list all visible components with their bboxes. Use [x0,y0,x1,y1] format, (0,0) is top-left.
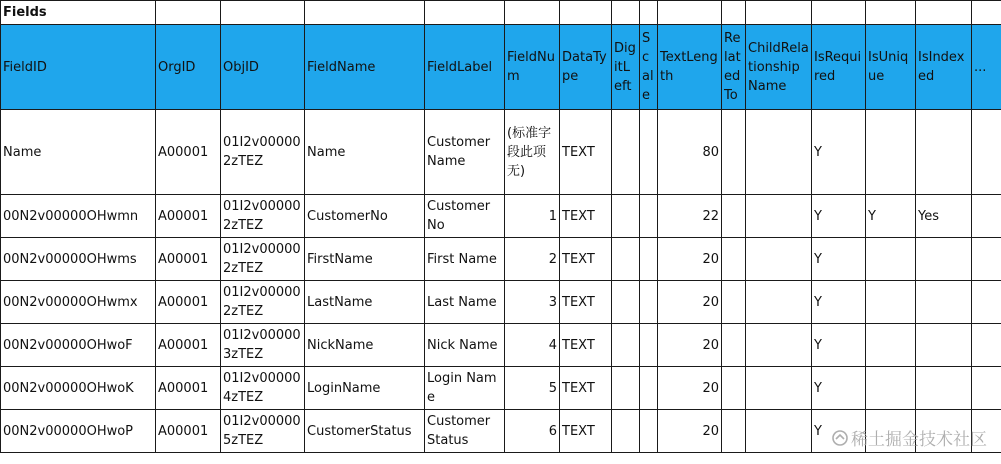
watermark [832,425,987,450]
cell-fieldname: CustomerStatus [305,410,425,453]
cell-isunique: Y [866,195,916,238]
cell-digitleft [612,238,640,281]
cell-orgid: A00001 [156,281,221,324]
table-row [1,110,1001,195]
cell-fieldnum: 4 [505,324,560,367]
empty-cell [560,1,612,25]
header-textlength: TextLength [658,25,722,110]
cell-fieldid: 00N2v00000OHwoF [1,324,156,367]
cell-more [972,367,1001,410]
cell-fieldnum: 6 [505,410,560,453]
cell-isrequired: Y [812,281,866,324]
empty-cell [658,1,722,25]
cell-digitleft [612,195,640,238]
cell-isindexed [916,110,972,195]
cell-fieldnum: 1 [505,195,560,238]
empty-cell [425,1,505,25]
cell-more [972,195,1001,238]
cell-orgid: A00001 [156,195,221,238]
cell-objid: 01I2v000002zTEZ [221,238,305,281]
cell-childrelationshipname [746,367,812,410]
empty-cell [866,1,916,25]
cell-fieldname: LastName [305,281,425,324]
cell-scale [640,281,658,324]
cell-isunique [866,324,916,367]
cell-fieldlabel: Login Name [425,367,505,410]
header-digitleft: DigitLeft [612,25,640,110]
cell-childrelationshipname [746,410,812,453]
cell-childrelationshipname [746,281,812,324]
cell-childrelationshipname [746,195,812,238]
cell-datatype: TEXT [560,238,612,281]
cell-isindexed [916,238,972,281]
cell-digitleft [612,110,640,195]
cell-isunique [866,238,916,281]
cell-textlength: 80 [658,110,722,195]
cell-fieldlabel: Last Name [425,281,505,324]
header-more: ... [972,25,1001,110]
cell-more [972,281,1001,324]
cell-fieldname: CustomerNo [305,195,425,238]
cell-orgid: A00001 [156,324,221,367]
cell-textlength: 20 [658,324,722,367]
header-row [1,25,1001,110]
cell-scale [640,238,658,281]
header-scale: Scale [640,25,658,110]
cell-objid: 01I2v000002zTEZ [221,281,305,324]
cell-fieldname: NickName [305,324,425,367]
cell-relatedto [722,110,746,195]
table-row [1,324,1001,367]
cell-isrequired: Y [812,195,866,238]
cell-relatedto [722,195,746,238]
cell-orgid: A00001 [156,367,221,410]
cell-digitleft [612,281,640,324]
cell-datatype: TEXT [560,410,612,453]
cell-childrelationshipname [746,110,812,195]
cell-more [972,110,1001,195]
cell-datatype: TEXT [560,110,612,195]
cell-fieldid: 00N2v00000OHwoP [1,410,156,453]
cell-fieldnum: (标准字段此项无) [505,110,560,195]
header-fieldnum: FieldNum [505,25,560,110]
cell-scale [640,324,658,367]
cell-isrequired: Y [812,367,866,410]
header-objid: ObjID [221,25,305,110]
header-fieldid: FieldID [1,25,156,110]
cell-fieldlabel: Customer No [425,195,505,238]
cell-datatype: TEXT [560,195,612,238]
cell-isrequired: Y [812,324,866,367]
cell-fieldid: 00N2v00000OHwmx [1,281,156,324]
cell-fieldnum: 5 [505,367,560,410]
header-fieldlabel: FieldLabel [425,25,505,110]
cell-datatype: TEXT [560,367,612,410]
cell-isrequired: Y [812,110,866,195]
cell-fieldlabel: Nick Name [425,324,505,367]
cell-objid: 01I2v000002zTEZ [221,110,305,195]
empty-cell [221,1,305,25]
sheet-title: Fields [1,1,156,25]
cell-fieldlabel: Customer Status [425,410,505,453]
cell-textlength: 22 [658,195,722,238]
cell-textlength: 20 [658,238,722,281]
cell-orgid: A00001 [156,410,221,453]
empty-cell [972,1,1001,25]
cell-scale [640,367,658,410]
cell-isunique [866,110,916,195]
cell-objid: 01I2v000002zTEZ [221,195,305,238]
cell-textlength: 20 [658,410,722,453]
cell-isindexed: Yes [916,195,972,238]
cell-relatedto [722,324,746,367]
cell-isindexed [916,281,972,324]
title-row [1,1,1001,25]
cell-fieldlabel: Customer Name [425,110,505,195]
cell-more [972,324,1001,367]
empty-cell [812,1,866,25]
cell-digitleft [612,410,640,453]
header-orgid: OrgID [156,25,221,110]
cell-childrelationshipname [746,238,812,281]
empty-cell [640,1,658,25]
cell-scale [640,410,658,453]
cell-textlength: 20 [658,281,722,324]
cell-fieldid: Name [1,110,156,195]
cell-datatype: TEXT [560,324,612,367]
cell-fieldname: Name [305,110,425,195]
cell-isindexed [916,367,972,410]
header-isindexed: IsIndexed [916,25,972,110]
table-row [1,367,1001,410]
empty-cell [612,1,640,25]
header-isrequired: IsRequired [812,25,866,110]
empty-cell [156,1,221,25]
cell-digitleft [612,367,640,410]
cell-objid: 01I2v000005zTEZ [221,410,305,453]
juejin-logo-icon [832,430,848,446]
table-row [1,195,1001,238]
empty-cell [746,1,812,25]
header-childrelationshipname: ChildRelationshipName [746,25,812,110]
cell-fieldname: LoginName [305,367,425,410]
cell-fieldid: 00N2v00000OHwoK [1,367,156,410]
empty-cell [305,1,425,25]
cell-datatype: TEXT [560,281,612,324]
cell-orgid: A00001 [156,238,221,281]
cell-isrequired: Y [812,238,866,281]
header-fieldname: FieldName [305,25,425,110]
cell-objid: 01I2v000003zTEZ [221,324,305,367]
cell-fieldnum: 3 [505,281,560,324]
cell-more [972,238,1001,281]
cell-scale [640,110,658,195]
cell-isunique [866,367,916,410]
watermark-text: 稀土掘金技术社区 [851,430,987,450]
cell-fieldlabel: First Name [425,238,505,281]
cell-isindexed [916,324,972,367]
table-body [1,1,1001,453]
table-row [1,281,1001,324]
cell-textlength: 20 [658,367,722,410]
cell-childrelationshipname [746,324,812,367]
header-isunique: IsUnique [866,25,916,110]
header-datatype: DataType [560,25,612,110]
cell-relatedto [722,238,746,281]
cell-fieldid: 00N2v00000OHwms [1,238,156,281]
cell-fieldid: 00N2v00000OHwmn [1,195,156,238]
cell-orgid: A00001 [156,110,221,195]
empty-cell [722,1,746,25]
cell-digitleft [612,324,640,367]
cell-relatedto [722,281,746,324]
cell-relatedto [722,410,746,453]
empty-cell [916,1,972,25]
table-row [1,238,1001,281]
cell-fieldnum: 2 [505,238,560,281]
cell-scale [640,195,658,238]
cell-objid: 01I2v000004zTEZ [221,367,305,410]
header-relatedto: RelatedTo [722,25,746,110]
empty-cell [505,1,560,25]
cell-isrequired: Y [812,410,866,453]
cell-isunique [866,281,916,324]
cell-fieldname: FirstName [305,238,425,281]
cell-relatedto [722,367,746,410]
